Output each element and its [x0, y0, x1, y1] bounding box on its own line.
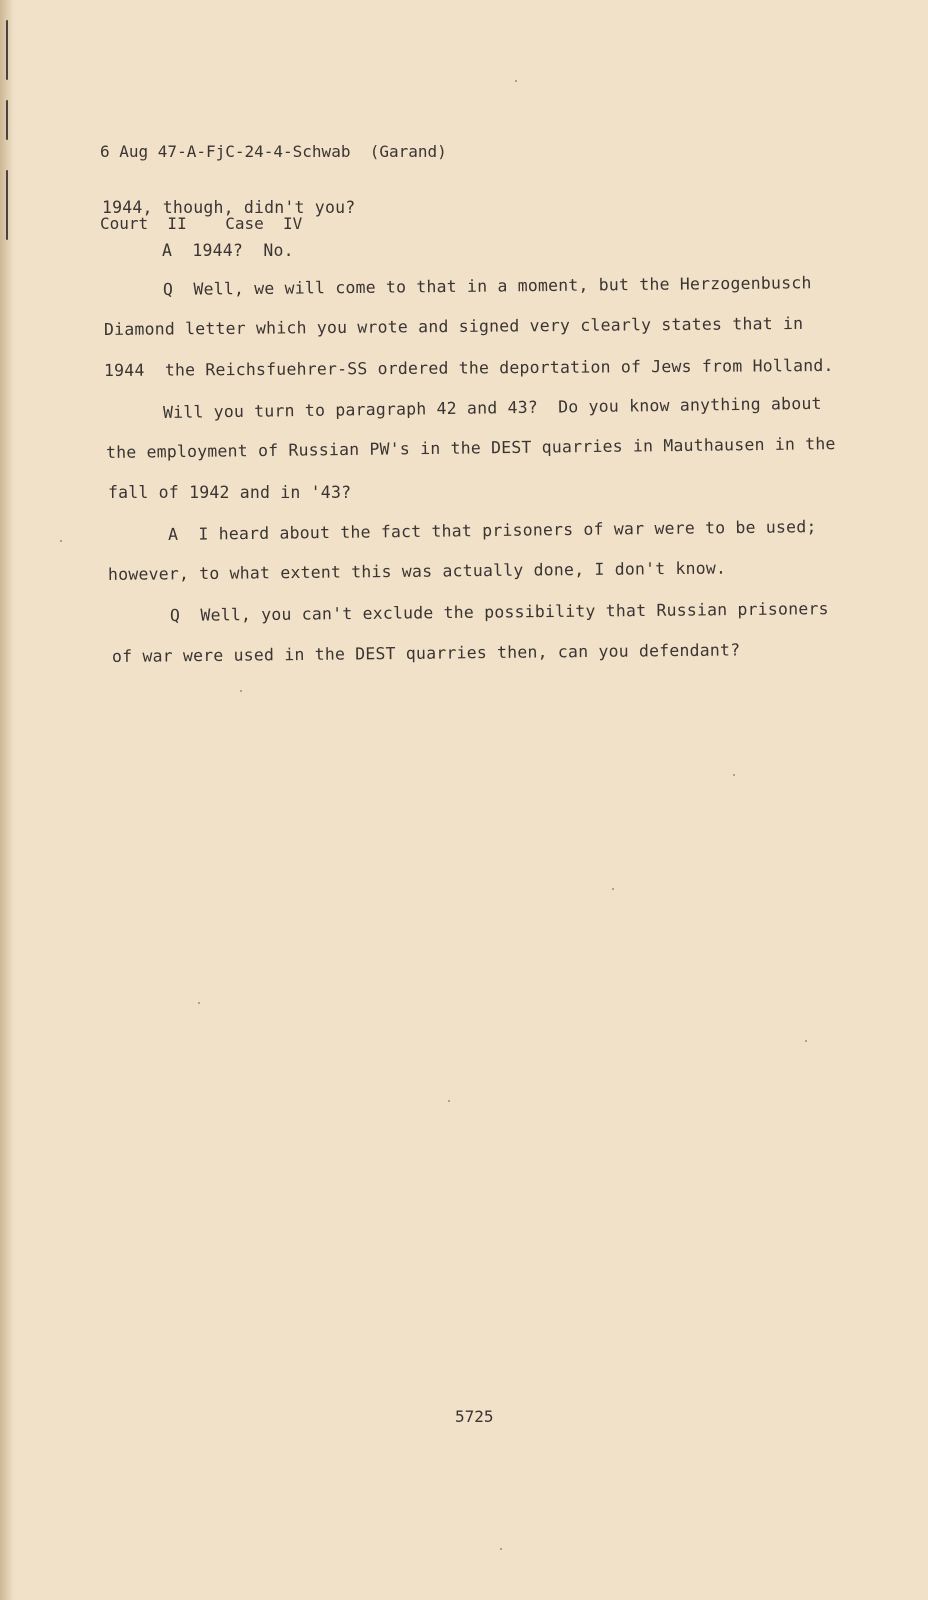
transcript-line: A 1944? No.: [162, 241, 294, 260]
page-edge-shadow: [0, 0, 14, 1600]
paper-speck: [612, 888, 614, 890]
transcript-line: Q Well, we will come to that in a moment, but the Herzogenbusch: [162, 273, 812, 299]
transcript-line: of war were used in the DEST quarries then, can you defendant?: [111, 640, 741, 666]
edge-mark: [6, 170, 8, 240]
transcript-line: the employment of Russian PW's in the DEST quarries in Mauthausen in the: [105, 434, 836, 462]
transcript-line: 1944, though, didn't you?: [102, 198, 356, 217]
paper-speck: [500, 1548, 502, 1550]
page-number: 5725: [455, 1407, 494, 1426]
transcript-line: 1944 the Reichsfuehrer-SS ordered the deportation of Jews from Holland.: [103, 355, 834, 380]
transcript-line: Diamond letter which you wrote and signed very clearly states that in: [103, 313, 804, 339]
paper-speck: [60, 540, 62, 542]
transcript-line: A I heard about the fact that prisoners of war were to be used;: [167, 517, 817, 544]
edge-mark: [6, 20, 8, 80]
header-line-2: Court II Case IV: [100, 214, 303, 233]
header-line-1: 6 Aug 47-A-FjC-24-4-Schwab (Garand): [100, 142, 447, 161]
transcript-line: however, to what extent this was actually done, I don't know.: [107, 558, 727, 584]
paper-speck: [198, 1002, 200, 1004]
paper-speck: [448, 1100, 450, 1102]
paper-speck: [515, 80, 517, 82]
transcript-line: Will you turn to paragraph 42 and 43? Do you know anything about: [162, 393, 822, 422]
paper-speck: [733, 774, 735, 776]
edge-mark: [6, 100, 8, 140]
transcript-line: Q Well, you can't exclude the possibility that Russian prisoners: [169, 599, 829, 625]
paper-speck: [805, 1040, 807, 1042]
transcript-line: fall of 1942 and in '43?: [108, 483, 352, 502]
paper-speck: [240, 690, 242, 692]
